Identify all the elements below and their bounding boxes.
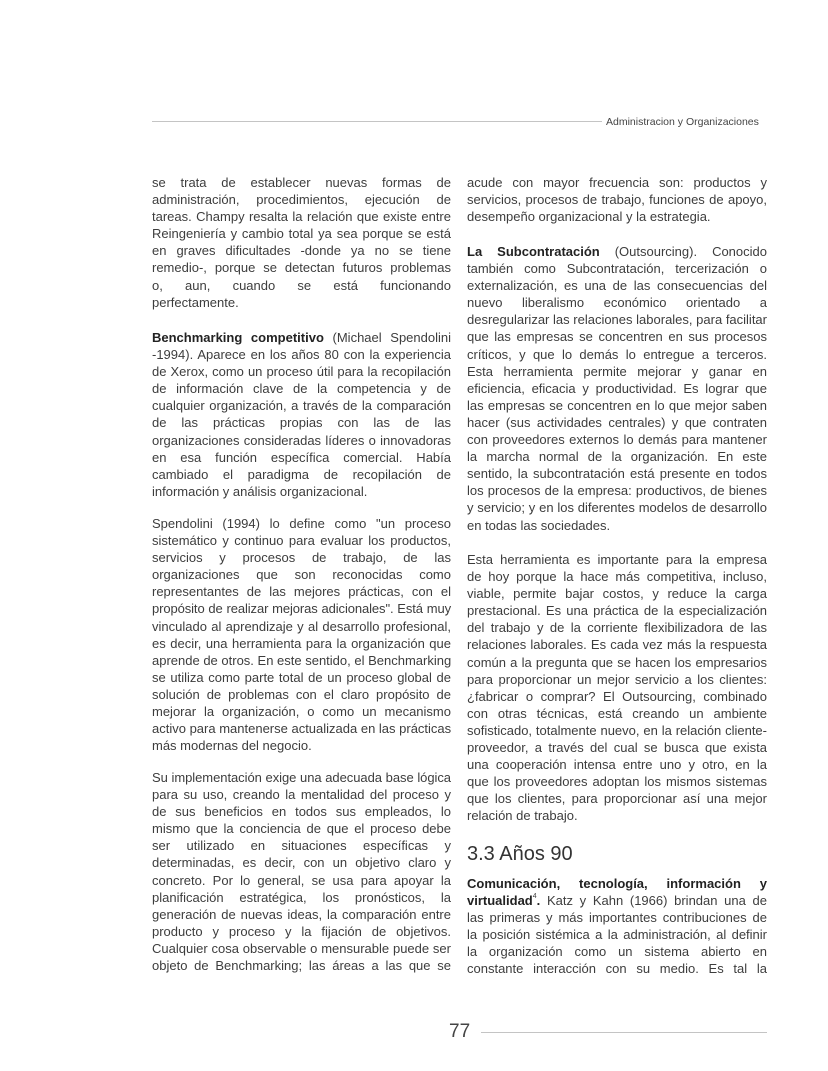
text-line: la marcha normal de la organización. En este [467, 449, 767, 465]
text-line: que las empresas se concentren en sus procesos [467, 329, 767, 345]
text-line: es decir, una herramienta para la organización que [152, 635, 451, 651]
text-line: una cooperación intensa entre uno y otro, en la [467, 757, 767, 773]
text-line: en todas las sociedades. [467, 517, 611, 533]
text-line: objeto de Benchmarking; las áreas a las que se [152, 958, 451, 974]
paragraph-benchmarking [152, 329, 451, 500]
text-run: (Outsourcing). Conocido [599, 244, 767, 259]
text-line [467, 243, 767, 260]
text-line: o, aun, cuando se está funcionando [152, 277, 451, 293]
footer-rule [481, 1032, 767, 1033]
text-line [467, 892, 767, 909]
text-line: de hoy porque la hace más competitiva, incluso, [467, 569, 767, 585]
text-line: ¿fabricar o comprar? El Outsourcing, combinado [467, 688, 767, 704]
text-line: producto y proceso y la fijación de objetivos. [152, 923, 451, 939]
text-line: constante interacción con su medio. Es tal la [467, 961, 767, 977]
text-line: para proporcionar un mejor servicio a los clientes: [467, 671, 767, 687]
text-line: mismo que la conciencia de que el proceso debe [152, 821, 451, 837]
text-run: (Michael Spendolini [323, 330, 451, 345]
text-line: cambiado el paradigma de recopilación de [152, 466, 451, 482]
text-line: administración, procedimientos, ejecución de [152, 192, 451, 208]
text-line: nuevo liberalismo económico orientado a [467, 295, 767, 311]
text-line: desregularizar las relaciones laborales, para facilitar [467, 312, 767, 328]
text-line: la organización como un sistema abierto en [467, 944, 767, 960]
text-line [467, 875, 767, 892]
text-line: cualquier organización, a través de la comparación [152, 398, 451, 414]
text-line: acude con mayor frecuencia son: productos y [467, 175, 767, 190]
text-line: eficiencia, eficacia y productividad. Es lograr que [467, 380, 767, 396]
text-line: viable, permite bajar costos, y reduce la carga [467, 586, 767, 602]
text-line: mejorar la organización, o como un mecanismo [152, 704, 451, 720]
text-line: servicios y procesos de trabajo, de las [152, 550, 451, 566]
text-line: relaciones laborales. Es cada vez más la respuesta [467, 637, 767, 653]
text-line: perfectamente. [152, 294, 239, 310]
text-line: de sus beneficios en todos sus empleados, lo [152, 804, 451, 820]
paragraph-herramienta [467, 551, 767, 825]
text-run: Katz y Kahn (1966) brindan una de [540, 893, 767, 909]
text-line: externalización, es una de las consecuencias del [467, 278, 767, 294]
text-line: servicios, procesos de trabajo, funciones de apoyo, [467, 192, 767, 208]
page-number: 77 [449, 1021, 471, 1042]
bold-lead: . [536, 893, 541, 909]
text-line: sofisticado, totalmente nuevo, en la relación cliente- [467, 722, 767, 738]
text-line: la posición sistémica a la administración, al definir [467, 927, 767, 943]
text-line: de Xerox, como un proceso útil para la recopilación [152, 364, 451, 380]
text-line: organizaciones que son reconocidas como [152, 567, 451, 583]
text-line: para su uso, creando la mentalidad del proceso y [152, 787, 451, 803]
paragraph-implementacion [152, 769, 451, 974]
text-line: -1994). Aparece en los años 80 con la experiencia [152, 347, 451, 363]
paragraph-subcontratacion [467, 243, 767, 534]
text-line: hacer (sus actividades centrales) y que contraten [467, 414, 767, 430]
text-line: también como Subcontratación, tercerización o [467, 261, 767, 277]
text-line: las empresas se concentren en lo que mejor saben [467, 397, 767, 413]
bold-lead: virtualidad [467, 893, 533, 909]
text-line: generación de nuevas ideas, la comparación entre [152, 906, 451, 922]
text-line: activo para mantenerse actualizada en las prácticas [152, 721, 452, 737]
text-line: de información clave de la competencia y de [152, 381, 451, 397]
text-line: con proveedores externos lo demás para mantener [467, 432, 767, 448]
header-rule [152, 121, 602, 122]
text-line: Su implementación exige una adecuada base lógica [152, 770, 451, 785]
text-line [152, 329, 451, 346]
text-line: representantes de las mejores prácticas, con el [152, 584, 451, 600]
text-line: con otras técnicas, está creando un ambiente [467, 705, 767, 721]
text-line: Esta herramienta es importante para la empresa [467, 552, 767, 567]
bold-lead: Comunicación, tecnología, información y [467, 876, 767, 891]
text-line: determinadas, es decir, con un objetivo claro y [152, 855, 451, 871]
text-line: prestacional. Es una práctica de la especialización [467, 603, 767, 619]
text-line: Reingeniería y cambio total ya sea porque se está [152, 226, 451, 242]
text-line: los procesos de la empresa: productivos, de bienes [467, 483, 767, 499]
text-line: se trata de establecer nuevas formas de [152, 175, 451, 190]
text-line: se utiliza como parte total de un proceso global de [152, 669, 451, 685]
text-line: remedio-, porque se detectan futuros problemas [152, 260, 451, 276]
paragraph-acude [467, 174, 767, 225]
text-line: ser utilizado en situaciones específicas y [152, 838, 451, 854]
paragraph-reingenieria [152, 174, 451, 311]
text-line: vinculado al aprendizaje y al desarrollo profesional, [152, 618, 451, 634]
text-line: sentido, la subcontratación está presente en todos [467, 466, 767, 482]
text-line: Cualquier cosa observable o mensurable puede ser [152, 940, 451, 956]
text-line: aprende de otros. En este sentido, el Benchmarking [152, 652, 452, 668]
text-line: desempeño organizacional y la estrategia. [467, 209, 711, 225]
text-line: relación de trabajo. [467, 808, 578, 824]
text-line: críticos, y que lo demás lo entregue a terceros. [467, 346, 767, 362]
text-line: proveedor, a través del cual se busca que exista [467, 740, 767, 756]
text-line: común a la pregunta que se hacen los empresarios [467, 654, 767, 670]
text-line: en graves dificultades -donde ya no se tiene [152, 243, 451, 259]
text-line: propósito de realizar mejoras adicionales". Está muy [152, 601, 451, 617]
text-line: concreto. Por lo general, se usa para apoyar la [152, 872, 451, 888]
section-heading: 3.3 Años 90 [467, 843, 573, 865]
text-line: Esta herramienta permite mejorar y ganar en [467, 363, 767, 379]
running-header-title: Administracion y Organizaciones [606, 116, 759, 128]
text-line: planificación estratégica, los pronósticos, la [152, 889, 451, 905]
text-line: del trabajo y de la corriente flexibilizadora de las [467, 620, 767, 636]
text-line: solución de problemas con el claro propósito de [152, 686, 451, 702]
text-line: que los proveedores adoptan los mismos sistemas [467, 774, 767, 790]
text-line: en esa función específica comercial. Había [152, 449, 451, 465]
text-line: tareas. Champy resalta la relación que existe entre [152, 209, 451, 225]
text-line: Spendolini (1994) lo define como "un proceso [152, 516, 451, 531]
bold-lead: Benchmarking competitivo [152, 330, 324, 345]
text-line: las primeras y más importantes contribuciones de [467, 910, 767, 926]
text-line: organizaciones consideradas líderes o innovadoras [152, 432, 451, 448]
text-line: y servicio; y en los diferentes modelos de desarrollo [467, 500, 767, 516]
text-line: sistemático y continuo para evaluar los productos, [152, 533, 451, 549]
paragraph-comunicacion [467, 875, 767, 978]
text-line: más modernas del negocio. [152, 738, 312, 754]
bold-lead: La Subcontratación [467, 244, 600, 259]
text-line: que los clientes, para proporcionar así una mejor [467, 791, 767, 807]
text-line: de las prácticas propias con las de las [152, 415, 451, 431]
text-line: información y análisis organizacional. [152, 483, 368, 499]
footnote-marker: 4 [532, 893, 537, 901]
paragraph-spendolini [152, 515, 451, 754]
